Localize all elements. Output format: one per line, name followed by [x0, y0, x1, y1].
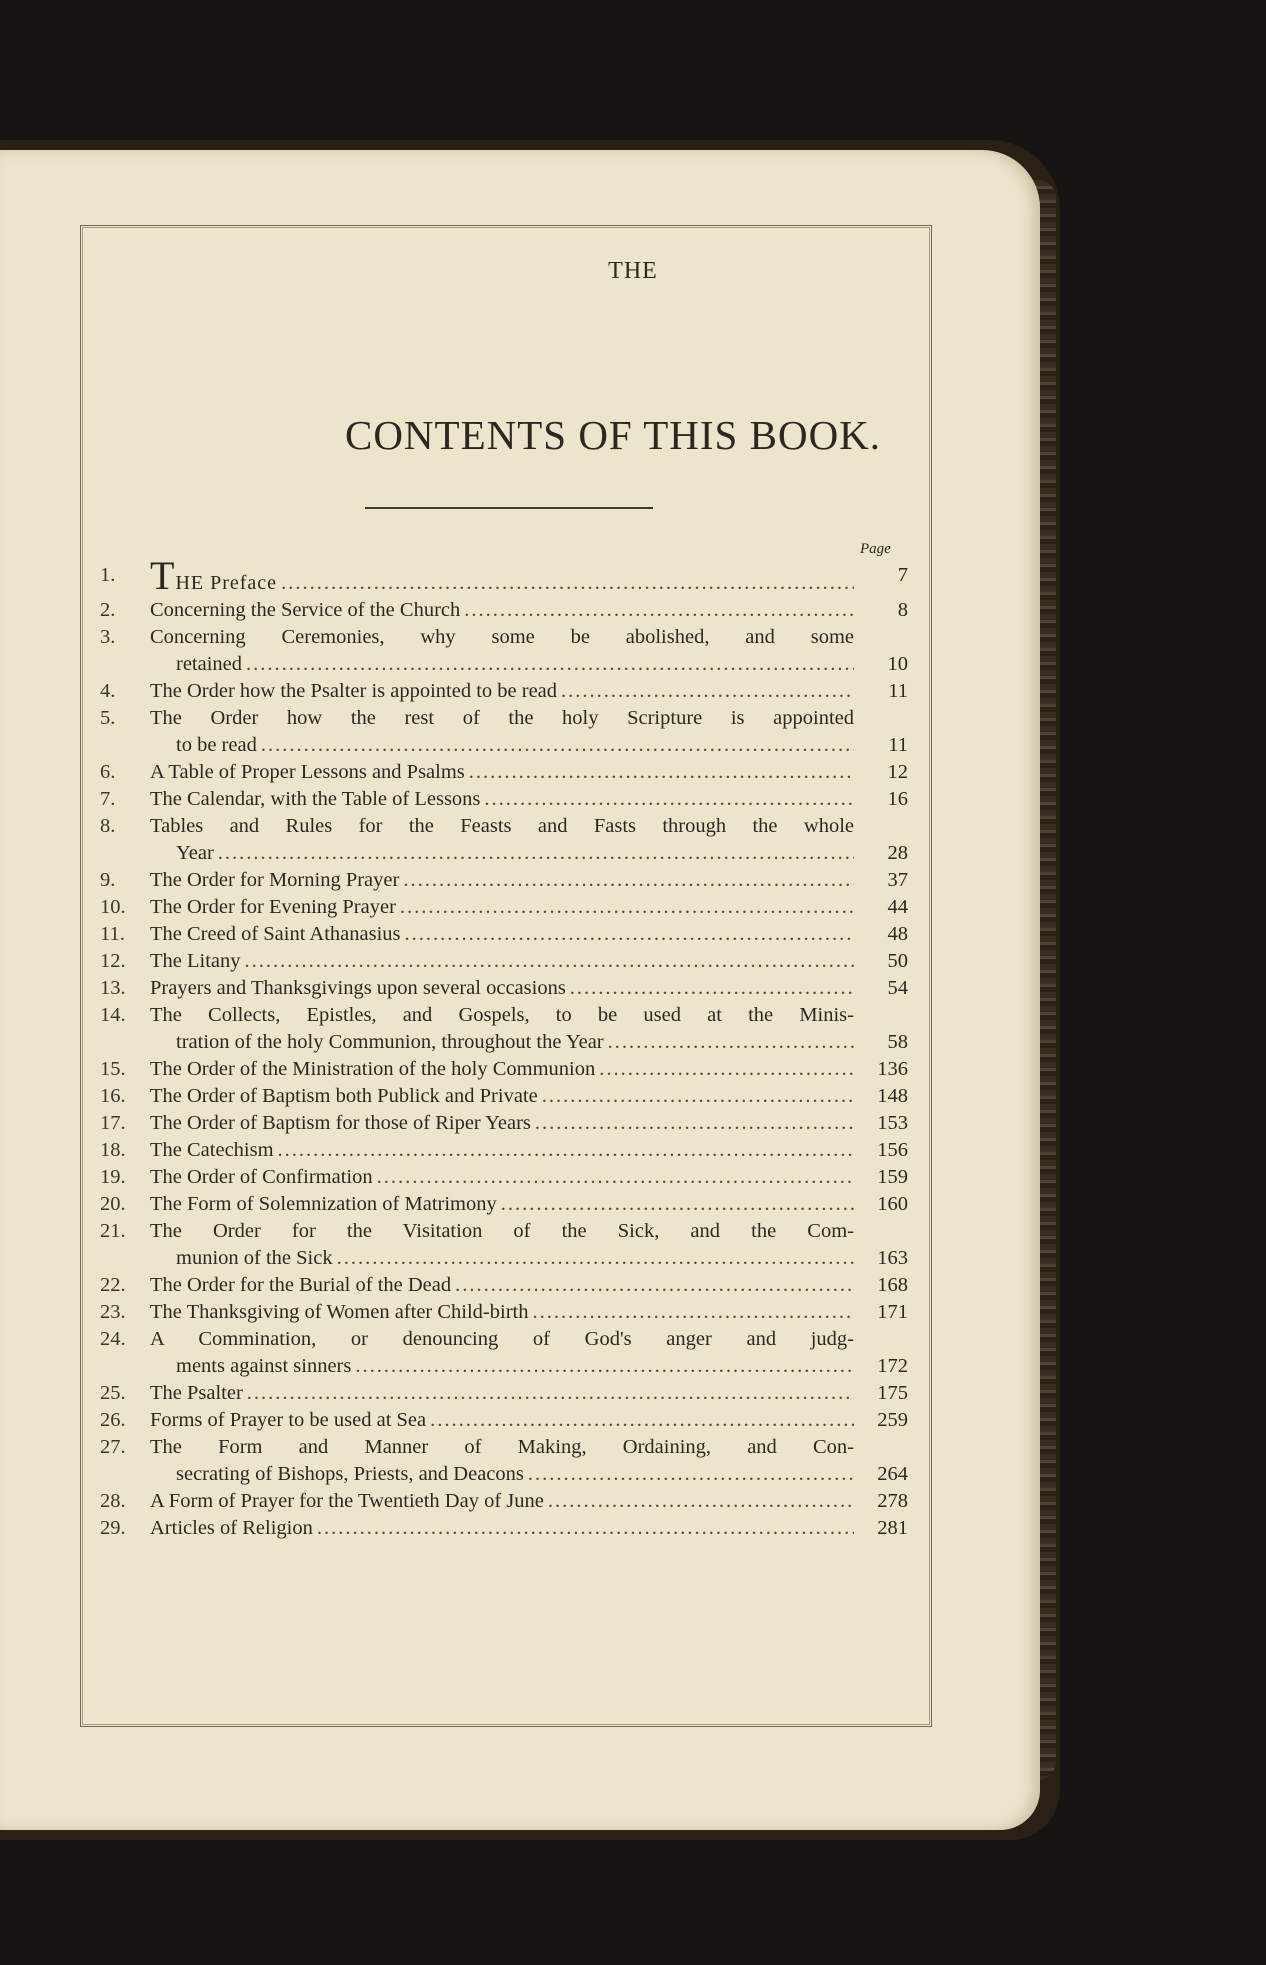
toc-entry: [100, 1434, 908, 1488]
toc-entry-title-text: The Order for Evening Prayer: [150, 896, 396, 918]
toc-entry-title-text: The Form of Solemnization of Matrimony: [150, 1193, 497, 1215]
drop-cap-letter: T: [150, 562, 175, 597]
toc-entry-title-line: The Order how the rest of the holy Scripture is appointed: [150, 707, 854, 729]
dot-leader: [532, 1299, 854, 1326]
toc-entry-title-line: [176, 840, 854, 867]
toc-entry-page-number: 156: [877, 1139, 908, 1161]
toc-entry-title-text: secrating of Bishops, Priests, and Deacons: [176, 1463, 524, 1485]
toc-entry-page-number: 175: [877, 1382, 908, 1404]
toc-entry: [100, 1299, 908, 1326]
dot-leader: [355, 1353, 854, 1380]
toc-entry: [100, 1218, 908, 1272]
toc-entry-title-line: [176, 1461, 854, 1488]
dot-leader: [464, 597, 854, 624]
toc-entry-title-line: A Commination, or denouncing of God's anger and judg-: [150, 1328, 854, 1350]
toc-entry: [100, 1272, 908, 1299]
toc-entry-page-number: 28: [887, 842, 908, 864]
dot-leader: [570, 975, 854, 1002]
toc-entry-number: 20.: [100, 1193, 126, 1215]
page-column-label: Page: [860, 541, 891, 557]
toc-entry-page-number: 168: [877, 1274, 908, 1296]
toc-entry-number: 24.: [100, 1328, 126, 1350]
toc-entry-title-line: [150, 975, 854, 1002]
toc-entry: [100, 1137, 908, 1164]
dot-leader: [455, 1272, 854, 1299]
toc-entry-title-text: Prayers and Thanksgivings upon several occasions: [150, 977, 566, 999]
dot-leader: [469, 759, 854, 786]
dot-leader: [484, 786, 854, 813]
toc-entry-title-text: The Psalter: [150, 1382, 243, 1404]
dot-leader: [405, 921, 854, 948]
toc-entry: [100, 1407, 908, 1434]
toc-entry: [100, 948, 908, 975]
toc-entry-page-number: 264: [877, 1463, 908, 1485]
dot-leader: [528, 1461, 854, 1488]
dot-leader: [246, 651, 854, 678]
toc-entry-title-line: [150, 1056, 854, 1083]
dot-leader: [377, 1164, 854, 1191]
toc-entry-page-number: 12: [887, 761, 908, 783]
toc-entry-number: 5.: [100, 707, 116, 729]
toc-entry: [100, 1056, 908, 1083]
toc-entry-title-text: The Catechism: [150, 1139, 274, 1161]
toc-entry-title-line: The Order for the Visitation of the Sick, and the Com-: [150, 1220, 854, 1242]
toc-entry-page-number: 153: [877, 1112, 908, 1134]
toc-entry-number: 19.: [100, 1166, 126, 1188]
toc-entry-title-line: [150, 759, 854, 786]
toc-entry-number: 16.: [100, 1085, 126, 1107]
toc-entry-page-number: 44: [887, 896, 908, 918]
toc-entry-title-text: Articles of Religion: [150, 1517, 313, 1539]
toc-entry-title-line: [150, 1515, 854, 1542]
toc-entry-page-number: 58: [887, 1031, 908, 1053]
dot-leader: [278, 1137, 854, 1164]
toc-entry-page-number: 172: [877, 1355, 908, 1377]
toc-entry-page-number: 10: [887, 653, 908, 675]
toc-entry-title-line: [176, 1245, 854, 1272]
toc-entry-title-text: Year: [176, 842, 214, 864]
toc-entry-page-number: 281: [877, 1517, 908, 1539]
toc-entry-page-number: 11: [888, 680, 908, 702]
toc-entry: [100, 1380, 908, 1407]
toc-entry-page-number: 259: [877, 1409, 908, 1431]
toc-entry-number: 3.: [100, 626, 116, 648]
dot-leader: [261, 732, 854, 759]
toc-entry: [100, 786, 908, 813]
toc-entry-number: 2.: [100, 599, 116, 621]
toc-entry-title-line: [150, 1083, 854, 1110]
toc-entry-title-line: [150, 1110, 854, 1137]
toc-entry-title-line: [176, 651, 854, 678]
toc-entry-title-text: A Form of Prayer for the Twentieth Day of June: [150, 1490, 544, 1512]
toc-entry-number: 7.: [100, 788, 116, 810]
toc-entry-number: 22.: [100, 1274, 126, 1296]
header-the: THE: [608, 258, 658, 284]
toc-entry-page-number: 16: [887, 788, 908, 810]
toc-entry-title-text: Concerning the Service of the Church: [150, 599, 461, 621]
toc-entry: [100, 562, 908, 597]
toc-entry-page-number: 171: [877, 1301, 908, 1323]
toc-entry-title-line: [150, 1299, 854, 1326]
toc-entry-number: 9.: [100, 869, 116, 891]
dot-leader: [317, 1515, 854, 1542]
toc-entry-title-text: Forms of Prayer to be used at Sea: [150, 1409, 427, 1431]
toc-entry: [100, 597, 908, 624]
toc-entry: [100, 1191, 908, 1218]
toc-entry-page-number: 8: [897, 599, 908, 621]
toc-entry-title-text: The Creed of Saint Athanasius: [150, 923, 401, 945]
dot-leader: [403, 867, 854, 894]
dot-leader: [247, 1380, 854, 1407]
dot-leader: [599, 1056, 854, 1083]
toc-entry: [100, 921, 908, 948]
toc-entry-title-text: The Thanksgiving of Women after Child-birth: [150, 1301, 529, 1323]
toc-entry-number: 25.: [100, 1382, 126, 1404]
toc-entry: [100, 1326, 908, 1380]
toc-entry-title-text: The Order of Baptism both Publick and Private: [150, 1085, 538, 1107]
dot-leader: [400, 894, 854, 921]
toc-entry: [100, 975, 908, 1002]
toc-entry-page-number: 50: [887, 950, 908, 972]
toc-entry-title-line: Tables and Rules for the Feasts and Fasts through the whole: [150, 815, 854, 837]
toc-entry-title-line: [176, 732, 854, 759]
toc-entry-title-line: [150, 1380, 854, 1407]
toc-entry: [100, 705, 908, 759]
page-title: CONTENTS OF THIS BOOK.: [344, 412, 882, 458]
toc-entry-number: 17.: [100, 1112, 126, 1134]
toc-entry-title-line: Concerning Ceremonies, why some be abolished, and some: [150, 626, 854, 648]
toc-entry-page-number: 160: [877, 1193, 908, 1215]
toc-entry: [100, 1002, 908, 1056]
toc-entry-page-number: 136: [877, 1058, 908, 1080]
toc-entry-number: 4.: [100, 680, 116, 702]
toc-entry-title-line: [150, 1191, 854, 1218]
toc-entry-title-line: [150, 1488, 854, 1515]
toc-entry-title-line: [150, 867, 854, 894]
dot-leader: [561, 678, 854, 705]
toc-entry-title-line: [150, 894, 854, 921]
toc-entry-number: 23.: [100, 1301, 126, 1323]
dot-leader: [430, 1407, 854, 1434]
dot-leader: [535, 1110, 854, 1137]
toc-entry-title-text: to be read: [176, 734, 257, 756]
table-of-contents: [100, 562, 908, 1542]
toc-entry-title-line: [150, 786, 854, 813]
toc-entry-number: 8.: [100, 815, 116, 837]
toc-entry-page-number: 54: [887, 977, 908, 999]
toc-entry-page-number: 278: [877, 1490, 908, 1512]
toc-entry-title-line: [150, 948, 854, 975]
toc-entry: [100, 813, 908, 867]
toc-entry-number: 27.: [100, 1436, 126, 1458]
toc-entry-page-number: 148: [877, 1085, 908, 1107]
toc-entry-number: 28.: [100, 1490, 126, 1512]
toc-entry-title-text: tration of the holy Communion, throughout the Year: [176, 1031, 604, 1053]
toc-entry-title-text: The Order for Morning Prayer: [150, 869, 400, 891]
toc-entry-title-line: The Collects, Epistles, and Gospels, to be used at the Minis-: [150, 1004, 854, 1026]
toc-entry-title-text: The Calendar, with the Table of Lessons: [150, 788, 481, 810]
dot-leader: [548, 1488, 854, 1515]
toc-entry: [100, 1083, 908, 1110]
dot-leader: [218, 840, 854, 867]
toc-entry: [100, 759, 908, 786]
toc-entry-title-line: [150, 1272, 854, 1299]
toc-entry-page-number: 163: [877, 1247, 908, 1269]
toc-entry: [100, 678, 908, 705]
dot-leader: [245, 948, 854, 975]
toc-entry-title-line: [150, 562, 854, 597]
toc-entry-number: 12.: [100, 950, 126, 972]
toc-entry-number: 13.: [100, 977, 126, 999]
toc-entry-title-text: The Order for the Burial of the Dead: [150, 1274, 452, 1296]
toc-entry-number: 15.: [100, 1058, 126, 1080]
dot-leader: [501, 1191, 854, 1218]
toc-entry-page-number: 48: [887, 923, 908, 945]
title-rule: [365, 507, 653, 509]
toc-entry-title-line: [150, 597, 854, 624]
toc-entry-title-line: [176, 1029, 854, 1056]
toc-entry-number: 29.: [100, 1517, 126, 1539]
toc-entry-title-text: The Order how the Psalter is appointed to be read: [150, 680, 558, 702]
toc-entry-title-line: [150, 678, 854, 705]
toc-entry-title-text: The Order of Confirmation: [150, 1166, 373, 1188]
toc-entry-page-number: 37: [887, 869, 908, 891]
toc-entry-title-line: [150, 1164, 854, 1191]
toc-entry-title-line: [150, 1137, 854, 1164]
toc-entry: [100, 1515, 908, 1542]
toc-entry: [100, 624, 908, 678]
toc-entry-title-text: ments against sinners: [176, 1355, 352, 1377]
dot-leader: [281, 570, 854, 597]
dot-leader: [608, 1029, 854, 1056]
toc-entry: [100, 1488, 908, 1515]
toc-entry-title-line: [150, 1407, 854, 1434]
toc-entry: [100, 894, 908, 921]
toc-entry-page-number: 11: [888, 734, 908, 756]
toc-entry-title-line: The Form and Manner of Making, Ordaining, and Con-: [150, 1436, 854, 1458]
toc-entry-page-number: 7: [897, 564, 908, 586]
toc-entry-title-text: retained: [176, 653, 243, 675]
toc-entry-page-number: 159: [877, 1166, 908, 1188]
toc-entry-number: 21.: [100, 1220, 126, 1242]
toc-entry-title-line: [150, 921, 854, 948]
toc-entry-number: 1.: [100, 564, 116, 586]
dot-leader: [337, 1245, 854, 1272]
toc-entry-number: 11.: [100, 923, 125, 945]
toc-entry-title-rest: HE Preface: [175, 572, 278, 594]
toc-entry-title-text: The Order of Baptism for those of Riper Years: [150, 1112, 531, 1134]
toc-entry-number: 6.: [100, 761, 116, 783]
toc-entry-number: 18.: [100, 1139, 126, 1161]
toc-entry-number: 26.: [100, 1409, 126, 1431]
toc-entry: [100, 867, 908, 894]
toc-entry-title-text: A Table of Proper Lessons and Psalms: [150, 761, 465, 783]
toc-entry-number: 14.: [100, 1004, 126, 1026]
toc-entry: [100, 1164, 908, 1191]
toc-entry-title-text: munion of the Sick: [176, 1247, 333, 1269]
toc-entry-title-line: [176, 1353, 854, 1380]
toc-entry-number: 10.: [100, 896, 126, 918]
dot-leader: [542, 1083, 854, 1110]
toc-entry-title-text: The Order of the Ministration of the holy Communion: [150, 1058, 596, 1080]
toc-entry: [100, 1110, 908, 1137]
toc-entry-title-text: The Litany: [150, 950, 241, 972]
